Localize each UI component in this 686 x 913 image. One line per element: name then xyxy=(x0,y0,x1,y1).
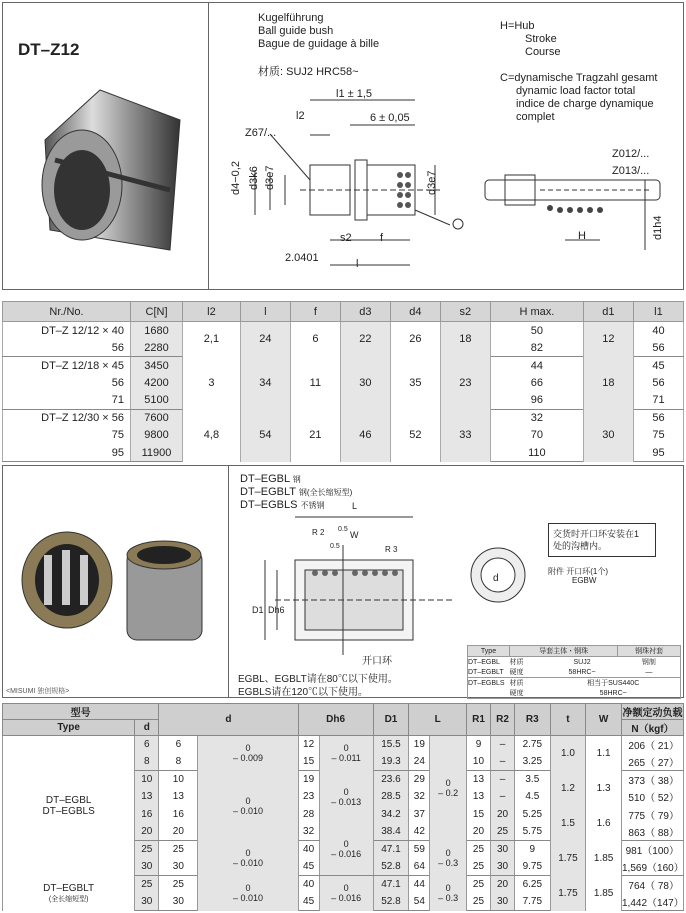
dim-Dh6: Dh6 xyxy=(268,605,285,615)
desc-en: Ball guide bush xyxy=(258,25,334,37)
mat-sleeve-val: 钢制 xyxy=(618,657,681,668)
cell-l: 34 xyxy=(240,357,290,410)
mat-type: DT–EGBLS xyxy=(468,678,510,689)
cell-r1: 25 xyxy=(466,876,490,894)
model-egbls: DT–EGBLS xyxy=(240,499,298,511)
cell-load: 1,569（160） xyxy=(622,858,684,876)
cell-c: 5100 xyxy=(131,392,183,410)
cell-c: 1680 xyxy=(131,322,183,340)
dim-z67: Z67/... xyxy=(245,127,277,139)
cell-t: 1.5 xyxy=(550,806,586,841)
cell-dh6: 28 xyxy=(298,806,319,824)
cell-s2: 23 xyxy=(440,357,490,410)
dim-D1: D1 xyxy=(252,605,264,615)
model-egbl: DT–EGBL xyxy=(240,473,290,485)
cell-l1: 56 xyxy=(633,374,683,392)
cell-dh6: 45 xyxy=(298,858,319,876)
mat-type: DT–EGBLT xyxy=(468,667,510,678)
ring-note: 交货时开口环安装在 xyxy=(553,529,635,539)
type-cell: DT–EGBLT (全长缩短型) xyxy=(3,876,135,911)
cell-r2: 30 xyxy=(491,893,515,911)
col-type-d: d xyxy=(135,720,159,736)
cell-d1: 23.6 xyxy=(373,771,409,789)
cell-type-d: 25 xyxy=(135,841,159,859)
tolerance-cell: 0 – 0.013 xyxy=(319,771,373,824)
table-row-no: DT–Z 12/12 × 40 xyxy=(3,322,131,340)
mat-prop: 材质 xyxy=(509,659,524,666)
cell-l1: 40 xyxy=(633,322,683,340)
cell-hmax: 50 xyxy=(490,322,583,340)
cell-r1: 10 xyxy=(466,753,490,771)
cell-load: 764（ 78） xyxy=(622,876,684,894)
tolerance-cell: 0 – 0.010 xyxy=(198,771,298,841)
model-egbls-note: 不锈钢 xyxy=(300,501,325,510)
ring-note-box xyxy=(548,523,656,557)
cell-d: 16 xyxy=(159,806,198,824)
cell-type-d: 25 xyxy=(135,876,159,894)
cell-d: 25 xyxy=(159,876,198,894)
type-cell: DT–EGBL DT–EGBLS xyxy=(3,736,135,876)
dim-d3e7-right: d3e7 xyxy=(426,170,438,195)
cell-L: 42 xyxy=(409,823,430,841)
dim-d3k6: d3k6 xyxy=(248,166,260,190)
cell-dh6: 23 xyxy=(298,788,319,806)
mat-type xyxy=(468,688,510,699)
dim-H: H xyxy=(578,230,586,242)
ball-bush-photo xyxy=(30,80,200,270)
legend-c: C=dynamische Tragzahl gesamt xyxy=(500,72,658,84)
material-table xyxy=(467,645,681,699)
col-r1: R1 xyxy=(466,704,490,736)
tolerance-cell: 0 – 0.011 xyxy=(319,736,373,771)
cell-w: 1.85 xyxy=(586,876,622,911)
cell-f: 11 xyxy=(290,357,340,410)
cell-d1: 52.8 xyxy=(373,893,409,911)
col-l1: l1 xyxy=(633,302,683,322)
mat-body-val: SUJ2 xyxy=(573,658,591,666)
cell-load: 510（ 52） xyxy=(622,788,684,806)
table-row-no: DT–Z 12/30 × 56 xyxy=(3,409,131,427)
cell-load: 373（ 38） xyxy=(622,771,684,789)
col-r3: R3 xyxy=(515,704,551,736)
mat-prop: 硬度 xyxy=(509,669,524,676)
cell-load: 1,442（147） xyxy=(622,893,684,911)
cell-f: 21 xyxy=(290,409,340,462)
cell-c: 2280 xyxy=(131,339,183,357)
col-dh6: Dh6 xyxy=(298,704,373,736)
ring-note-b: 处的沟槽内。 xyxy=(553,541,608,551)
col-s2: s2 xyxy=(440,302,490,322)
cell-dh6: 15 xyxy=(298,753,319,771)
cell-dh6: 32 xyxy=(298,823,319,841)
dim-W: W xyxy=(350,530,359,540)
cell-L: 54 xyxy=(409,893,430,911)
cell-r2: – xyxy=(491,771,515,789)
desc-fr: Bague de guidage à bille xyxy=(258,38,380,50)
cell-r1: 13 xyxy=(466,788,490,806)
cell-d: 6 xyxy=(159,736,198,754)
ring-label: 开口环 xyxy=(362,656,392,667)
cell-r3: 5.75 xyxy=(515,823,551,841)
dim-d3e7-left: d3e7 xyxy=(264,165,276,190)
cell-d4: 35 xyxy=(390,357,440,410)
mat-prop: 材质 xyxy=(510,678,547,689)
col-w: W xyxy=(586,704,622,736)
col-c: C[N] xyxy=(131,302,183,322)
cell-hmax: 44 xyxy=(490,357,583,375)
dim-f6: 6 ± 0,05 xyxy=(370,112,410,124)
cell-d3: 46 xyxy=(340,409,390,462)
mat-col-body: 导套主体・钢珠 xyxy=(510,646,618,657)
mat-body-val: 58HRC~ xyxy=(546,688,680,699)
table-row-no: 75 xyxy=(3,427,131,445)
cell-type-d: 30 xyxy=(135,858,159,876)
cell-L: 37 xyxy=(409,806,430,824)
mat-col-type: Type xyxy=(468,646,510,657)
cell-s2: 18 xyxy=(440,322,490,357)
table-row-no: 95 xyxy=(3,444,131,462)
cell-l2: 3 xyxy=(183,357,241,410)
col-d: d xyxy=(159,704,298,736)
cell-load: 981（100） xyxy=(622,841,684,859)
dim-d4: d4−0,2 xyxy=(230,161,242,195)
cell-d4: 52 xyxy=(390,409,440,462)
cell-w: 1.3 xyxy=(586,771,622,806)
cell-r3: 5.25 xyxy=(515,806,551,824)
cell-L: 59 xyxy=(409,841,430,859)
dim-r05b: 0.5 xyxy=(330,543,340,550)
dim-s2: s2 xyxy=(340,232,352,244)
table-row-no: 56 xyxy=(3,339,131,357)
legend-h-course: Course xyxy=(525,46,561,58)
col-t: t xyxy=(550,704,586,736)
dtz12-spec-table xyxy=(2,301,684,462)
tolerance-cell: 0 – 0.016 xyxy=(319,876,373,911)
cell-r2: 25 xyxy=(491,823,515,841)
col-f: f xyxy=(290,302,340,322)
dim-z013: Z013/... xyxy=(612,165,650,177)
legend-c-fr2: complet xyxy=(516,111,555,123)
dim-R3: R 3 xyxy=(385,545,398,554)
dim-r05a: 0.5 xyxy=(338,526,348,533)
cell-r3: 7.75 xyxy=(515,893,551,911)
cell-c: 9800 xyxy=(131,427,183,445)
dim-d1h4: d1h4 xyxy=(652,215,664,240)
model-egblt: DT–EGBLT xyxy=(240,486,296,498)
ring-note-r: 1 xyxy=(634,529,640,539)
col-d1: D1 xyxy=(373,704,409,736)
col-hmax: H max. xyxy=(490,302,583,322)
cell-dh6: 19 xyxy=(298,771,319,789)
cell-type-d: 8 xyxy=(135,753,159,771)
table-row-no: DT–Z 12/18 × 45 xyxy=(3,357,131,375)
cell-type-d: 20 xyxy=(135,823,159,841)
cell-r3: 9 xyxy=(515,841,551,859)
cell-L: 64 xyxy=(409,858,430,876)
cell-w: 1.85 xyxy=(586,841,622,876)
cell-d3: 30 xyxy=(340,357,390,410)
cell-d1: 15.5 xyxy=(373,736,409,754)
cell-d: 30 xyxy=(159,893,198,911)
cell-r1: 25 xyxy=(466,841,490,859)
cell-c: 4200 xyxy=(131,374,183,392)
dim-l1: l1 ± 1,5 xyxy=(336,88,373,100)
dim-L: L xyxy=(352,501,358,511)
col-type: 型号 xyxy=(3,704,159,720)
dim-f: f xyxy=(380,232,384,244)
model-egbl-note: 钢 xyxy=(292,475,301,484)
cell-d: 20 xyxy=(159,823,198,841)
cell-type-d: 6 xyxy=(135,736,159,754)
cell-d1: 19.3 xyxy=(373,753,409,771)
cell-l1: 56 xyxy=(633,339,683,357)
desc-de: Kugelführung xyxy=(258,12,324,24)
col-d4: d4 xyxy=(390,302,440,322)
egbl-section-drawing xyxy=(235,505,465,665)
cell-r3: 4.5 xyxy=(515,788,551,806)
cell-dh6: 12 xyxy=(298,736,319,754)
mat-type: DT–EGBL xyxy=(468,657,510,668)
tolerance-cell: 0 – 0.3 xyxy=(430,876,467,911)
mat-prop: 硬度 xyxy=(510,688,547,699)
cell-d3: 22 xyxy=(340,322,390,357)
cell-d1: 30 xyxy=(583,409,633,462)
attachment-code: EGBW xyxy=(572,576,597,585)
cell-w: 1.1 xyxy=(586,736,622,771)
cell-r2: 20 xyxy=(491,806,515,824)
tolerance-cell: 0 – 0.010 xyxy=(198,841,298,876)
cell-c: 7600 xyxy=(131,409,183,427)
cell-d4: 26 xyxy=(390,322,440,357)
cell-r1: 13 xyxy=(466,771,490,789)
tolerance-cell: 0 – 0.010 xyxy=(198,876,298,911)
cell-load: 775（ 79） xyxy=(622,806,684,824)
col-l: l xyxy=(240,302,290,322)
cell-d1: 47.1 xyxy=(373,876,409,894)
cell-type-d: 30 xyxy=(135,893,159,911)
cell-L: 44 xyxy=(409,876,430,894)
cell-r2: – xyxy=(491,753,515,771)
cell-d: 10 xyxy=(159,771,198,789)
col-l2: l2 xyxy=(183,302,241,322)
legend-h: H=Hub xyxy=(500,20,535,32)
legend-c-en: dynamic load factor total xyxy=(516,85,636,97)
cell-r3: 6.25 xyxy=(515,876,551,894)
photo-caption: <MISUMI 独创规格> xyxy=(6,688,70,695)
col-load-unit: N（kgf） xyxy=(622,720,684,736)
cell-t: 1.75 xyxy=(550,841,586,876)
model-egblt-note: 钢(全长缩短型) xyxy=(298,488,353,497)
cell-L: 24 xyxy=(409,753,430,771)
cell-r1: 9 xyxy=(466,736,490,754)
legend-c-fr: indice de charge dynamique xyxy=(516,98,654,110)
col-d3: d3 xyxy=(340,302,390,322)
tolerance-cell: 0 – 0.009 xyxy=(198,736,298,771)
attachment-label: 附件 开口环(1个) xyxy=(548,567,608,576)
cell-r2: 30 xyxy=(491,858,515,876)
mat-col-sleeve: 钢珠衬套 xyxy=(618,646,681,657)
cell-r2: 30 xyxy=(491,841,515,859)
mat-sleeve-val: — xyxy=(618,667,681,678)
material-label: 材质: SUJ2 HRC58~ xyxy=(258,66,359,78)
dim-d: d xyxy=(493,573,499,584)
cell-r3: 3.25 xyxy=(515,753,551,771)
tolerance-cell: 0 – 0.016 xyxy=(319,823,373,876)
mat-body-val: 相当于SUS440C xyxy=(546,678,680,689)
cell-hmax: 82 xyxy=(490,339,583,357)
dim-z012: Z012/... xyxy=(612,148,650,160)
cell-dh6: 45 xyxy=(298,893,319,911)
cell-l1: 56 xyxy=(633,409,683,427)
temp-note-1: EGBL、EGBLT请在80℃以下使用。 xyxy=(238,674,398,685)
cell-r2: – xyxy=(491,736,515,754)
cell-d: 25 xyxy=(159,841,198,859)
temp-note-2: EGBLS请在120℃以下使用。 xyxy=(238,687,369,698)
cell-r3: 2.75 xyxy=(515,736,551,754)
cell-type-d: 13 xyxy=(135,788,159,806)
col-L: L xyxy=(409,704,467,736)
cell-l2: 4,8 xyxy=(183,409,241,462)
cell-w: 1.6 xyxy=(586,806,622,841)
cell-r2: – xyxy=(491,788,515,806)
cell-d1: 34.2 xyxy=(373,806,409,824)
cell-hmax: 110 xyxy=(490,444,583,462)
egbl-photo xyxy=(12,520,212,650)
cell-r3: 3.5 xyxy=(515,771,551,789)
cell-d1: 38.4 xyxy=(373,823,409,841)
cell-L: 29 xyxy=(409,771,430,789)
cell-s2: 33 xyxy=(440,409,490,462)
cell-d: 8 xyxy=(159,753,198,771)
cell-load: 206（ 21） xyxy=(622,736,684,754)
cell-hmax: 96 xyxy=(490,392,583,410)
cell-d1: 47.1 xyxy=(373,841,409,859)
cell-r1: 15 xyxy=(466,806,490,824)
cell-load: 265（ 27） xyxy=(622,753,684,771)
cell-r1: 25 xyxy=(466,893,490,911)
col-type-en: Type xyxy=(3,720,135,736)
cell-dh6: 40 xyxy=(298,876,319,894)
col-no: Nr./No. xyxy=(3,302,131,322)
cell-r1: 25 xyxy=(466,858,490,876)
dim-l2: l2 xyxy=(296,110,305,122)
cell-d: 13 xyxy=(159,788,198,806)
mat-body-val: 58HRC~ xyxy=(568,668,596,676)
cell-L: 32 xyxy=(409,788,430,806)
cell-hmax: 32 xyxy=(490,409,583,427)
cell-c: 3450 xyxy=(131,357,183,375)
cell-hmax: 66 xyxy=(490,374,583,392)
cell-l: 54 xyxy=(240,409,290,462)
cell-r2: 20 xyxy=(491,876,515,894)
cell-r3: 9.75 xyxy=(515,858,551,876)
cell-t: 1.2 xyxy=(550,771,586,806)
egbl-spec-table xyxy=(2,703,684,911)
cell-t: 1.75 xyxy=(550,876,586,911)
legend-h-stroke: Stroke xyxy=(525,33,557,45)
cell-d1: 52.8 xyxy=(373,858,409,876)
cell-d1: 12 xyxy=(583,322,633,357)
cell-L: 19 xyxy=(409,736,430,754)
dim-R2: R 2 xyxy=(312,528,325,537)
cell-f: 6 xyxy=(290,322,340,357)
cell-d1: 18 xyxy=(583,357,633,410)
cell-l2: 2,1 xyxy=(183,322,241,357)
dim-l: l xyxy=(356,258,359,270)
cell-type-d: 16 xyxy=(135,806,159,824)
cell-t: 1.0 xyxy=(550,736,586,771)
cell-dh6: 40 xyxy=(298,841,319,859)
cell-d: 30 xyxy=(159,858,198,876)
table-row-no: 71 xyxy=(3,392,131,410)
tolerance-cell: 0 – 0.2 xyxy=(430,736,467,841)
col-r2: R2 xyxy=(491,704,515,736)
tolerance-cell: 0 – 0.3 xyxy=(430,841,467,876)
cell-load: 863（ 88） xyxy=(622,823,684,841)
cell-l1: 95 xyxy=(633,444,683,462)
cell-d1: 28.5 xyxy=(373,788,409,806)
table-row-no: 56 xyxy=(3,374,131,392)
cell-type-d: 10 xyxy=(135,771,159,789)
cell-l1: 45 xyxy=(633,357,683,375)
product-title: DT–Z12 xyxy=(18,40,80,59)
cell-c: 11900 xyxy=(131,444,183,462)
cell-l: 24 xyxy=(240,322,290,357)
cell-l1: 75 xyxy=(633,427,683,445)
col-d1: d1 xyxy=(583,302,633,322)
cell-l1: 71 xyxy=(633,392,683,410)
part-number: 2.0401 xyxy=(285,252,319,264)
cell-r1: 20 xyxy=(466,823,490,841)
cell-hmax: 70 xyxy=(490,427,583,445)
col-load: 净额定动负载 xyxy=(622,704,684,720)
